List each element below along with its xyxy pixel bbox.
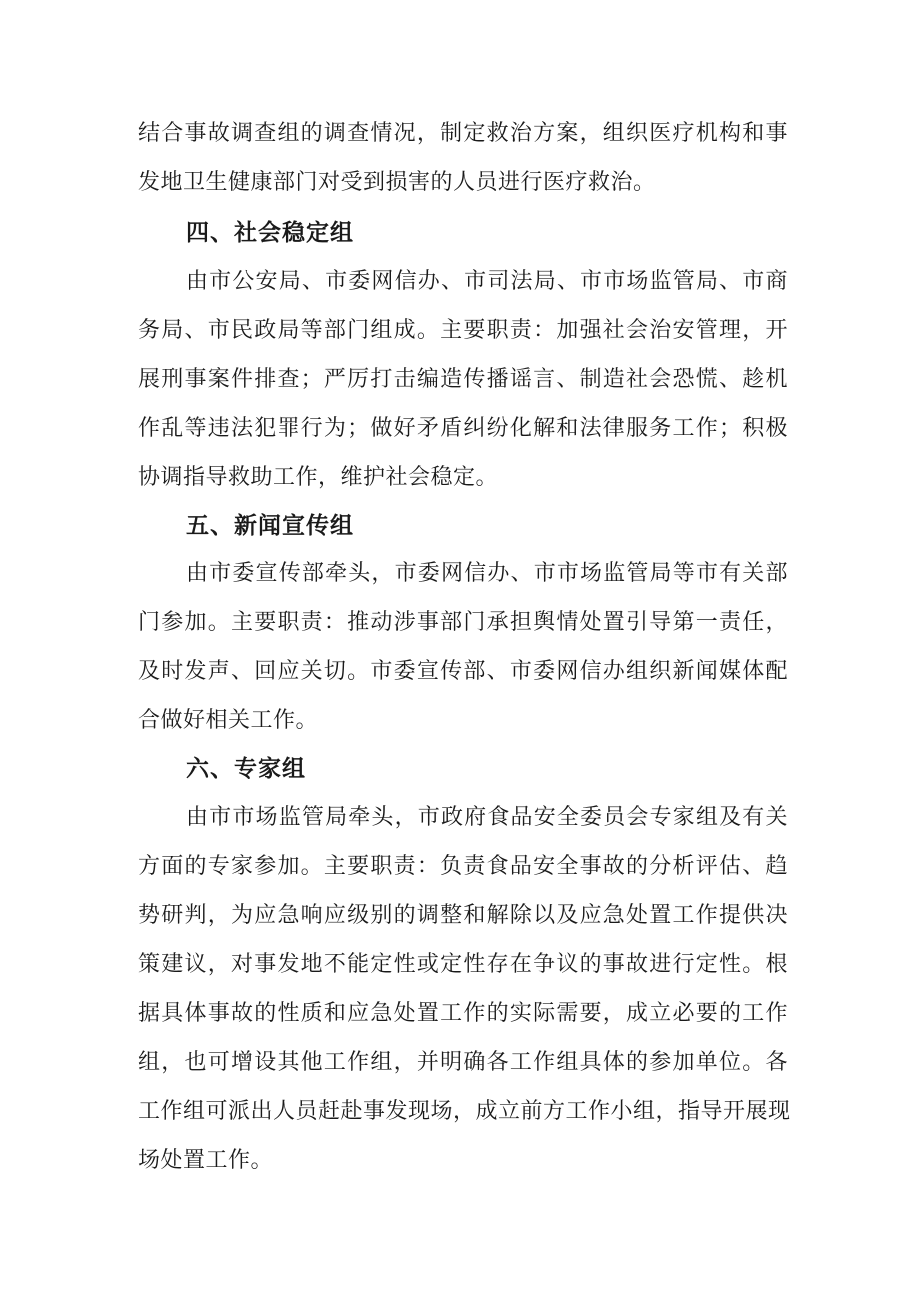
section-heading-expert-group: 六、专家组	[186, 756, 306, 782]
paragraph-line: 由市公安局、市委网信办、市司法局、市市场监管局、市商	[186, 269, 788, 294]
paragraph-line: 工作组可派出人员赶赴事发现场，成立前方工作小组，指导开展现	[138, 1099, 791, 1124]
paragraph-line: 据具体事故的性质和应急处置工作的实际需要，成立必要的工作	[138, 1001, 788, 1026]
paragraph-line: 发地卫生健康部门对受到损害的人员进行医疗救治。	[138, 170, 656, 195]
paragraph-line: 策建议，对事发地不能定性或定性存在争议的事故进行定性。根	[138, 952, 788, 977]
paragraph-line: 及时发声、回应关切。市委宣传部、市委网信办组织新闻媒体配	[138, 659, 788, 684]
paragraph-line: 务局、市民政局等部门组成。主要职责：加强社会治安管理，开	[138, 318, 788, 343]
section-heading-news-publicity: 五、新闻宣传组	[186, 513, 354, 539]
paragraph-line: 方面的专家参加。主要职责：负责食品安全事故的分析评估、趋	[138, 854, 788, 879]
section-heading-social-stability: 四、社会稳定组	[186, 220, 354, 246]
paragraph-line: 展刑事案件排查；严厉打击编造传播谣言、制造社会恐慌、趁机	[138, 367, 788, 392]
paragraph-line: 场处置工作。	[138, 1148, 274, 1173]
paragraph-line: 作乱等违法犯罪行为；做好矛盾纠纷化解和法律服务工作；积极	[138, 416, 788, 441]
paragraph-line: 由市委宣传部牵头，市委网信办、市市场监管局等市有关部	[186, 561, 788, 586]
paragraph-line: 合做好相关工作。	[138, 708, 319, 733]
paragraph-line: 结合事故调查组的调查情况，制定救治方案，组织医疗机构和事	[138, 121, 788, 146]
paragraph-line: 协调指导救助工作，维护社会稳定。	[138, 465, 499, 490]
paragraph-line: 门参加。主要职责：推动涉事部门承担舆情处置引导第一责任，	[138, 610, 788, 635]
paragraph-line: 组，也可增设其他工作组，并明确各工作组具体的参加单位。各	[138, 1050, 788, 1075]
paragraph-line: 势研判，为应急响应级别的调整和解除以及应急处置工作提供决	[138, 903, 788, 928]
paragraph-line: 由市市场监管局牵头，市政府食品安全委员会专家组及有关	[186, 805, 788, 830]
